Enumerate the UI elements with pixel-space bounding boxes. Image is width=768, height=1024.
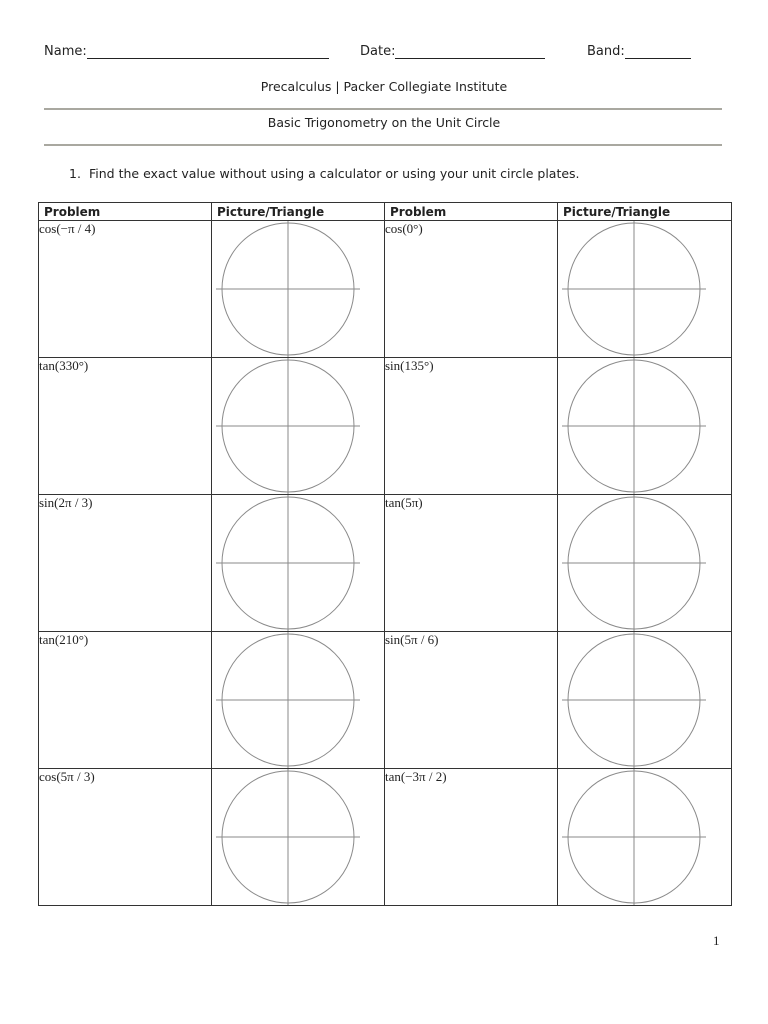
problem-right[interactable]: tan(−3π / 2) bbox=[385, 769, 558, 906]
unit-circle-plate[interactable] bbox=[562, 495, 706, 631]
bottom-divider bbox=[44, 144, 722, 146]
table-row bbox=[39, 221, 732, 358]
picture-cell-right[interactable] bbox=[558, 769, 732, 906]
picture-cell-left[interactable] bbox=[212, 495, 385, 632]
table-row bbox=[39, 632, 732, 769]
problem-left[interactable]: cos(−π / 4) bbox=[39, 221, 212, 358]
picture-cell-right[interactable] bbox=[558, 495, 732, 632]
problem-right[interactable]: sin(135°) bbox=[385, 358, 558, 495]
unit-circle-plate[interactable] bbox=[216, 632, 360, 768]
name-blank[interactable] bbox=[87, 43, 329, 59]
date-blank[interactable] bbox=[395, 43, 545, 59]
header-picture-right: Picture/Triangle bbox=[558, 203, 732, 221]
header-fields bbox=[0, 43, 768, 63]
problem-table bbox=[38, 202, 732, 906]
table-row bbox=[39, 495, 732, 632]
problem-left[interactable]: cos(5π / 3) bbox=[39, 769, 212, 906]
picture-cell-right[interactable] bbox=[558, 221, 732, 358]
band-blank[interactable] bbox=[625, 43, 691, 59]
header-problem-left: Problem bbox=[39, 203, 212, 221]
unit-circle-plate[interactable] bbox=[216, 221, 360, 357]
name-label: Name: bbox=[44, 44, 87, 59]
question-1 bbox=[69, 166, 580, 181]
date-field[interactable] bbox=[360, 43, 545, 59]
worksheet-title: Basic Trigonometry on the Unit Circle bbox=[267, 115, 501, 130]
problem-right[interactable]: tan(5π) bbox=[385, 495, 558, 632]
picture-cell-left[interactable] bbox=[212, 769, 385, 906]
picture-cell-left[interactable] bbox=[212, 221, 385, 358]
problem-right[interactable]: sin(5π / 6) bbox=[385, 632, 558, 769]
problem-right[interactable]: cos(0°) bbox=[385, 221, 558, 358]
top-divider bbox=[44, 108, 722, 110]
table-row bbox=[39, 358, 732, 495]
unit-circle-plate[interactable] bbox=[216, 495, 360, 631]
header-problem-right: Problem bbox=[385, 203, 558, 221]
picture-cell-right[interactable] bbox=[558, 358, 732, 495]
table-header-row bbox=[39, 203, 732, 221]
table-row bbox=[39, 769, 732, 906]
question-text: Find the exact value without using a calculator or using your unit circle plates. bbox=[89, 166, 580, 181]
problem-left[interactable]: sin(2π / 3) bbox=[39, 495, 212, 632]
band-field[interactable] bbox=[587, 43, 691, 59]
unit-circle-plate[interactable] bbox=[216, 358, 360, 494]
problem-left[interactable]: tan(330°) bbox=[39, 358, 212, 495]
course-line: Precalculus | Packer Collegiate Institute bbox=[260, 79, 508, 94]
page-number: 1 bbox=[713, 933, 720, 948]
name-field[interactable] bbox=[44, 43, 329, 59]
unit-circle-plate[interactable] bbox=[562, 769, 706, 905]
header-picture-left: Picture/Triangle bbox=[212, 203, 385, 221]
problem-left[interactable]: tan(210°) bbox=[39, 632, 212, 769]
band-label: Band: bbox=[587, 44, 625, 59]
picture-cell-left[interactable] bbox=[212, 632, 385, 769]
unit-circle-plate[interactable] bbox=[562, 358, 706, 494]
unit-circle-plate[interactable] bbox=[562, 632, 706, 768]
date-label: Date: bbox=[360, 44, 396, 59]
unit-circle-plate[interactable] bbox=[562, 221, 706, 357]
unit-circle-plate[interactable] bbox=[216, 769, 360, 905]
picture-cell-right[interactable] bbox=[558, 632, 732, 769]
question-number: 1. bbox=[69, 166, 81, 181]
picture-cell-left[interactable] bbox=[212, 358, 385, 495]
